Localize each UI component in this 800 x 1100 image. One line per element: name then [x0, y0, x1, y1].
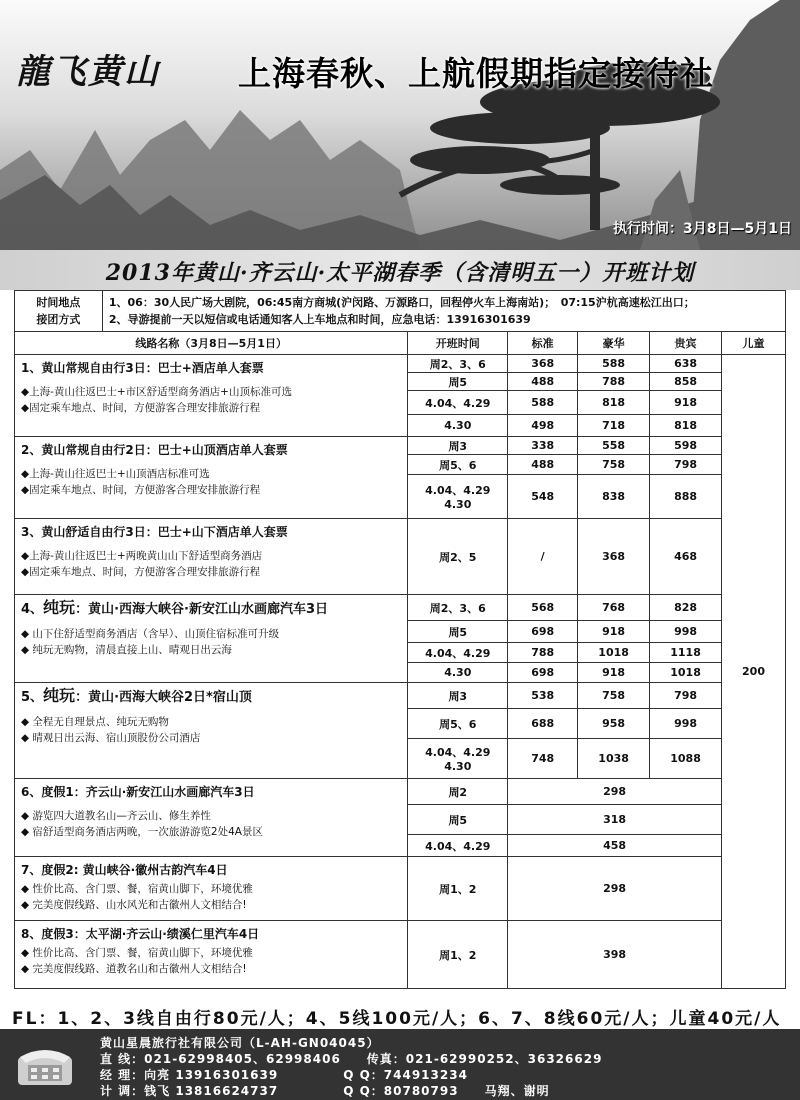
route-feature: ◆ 游览四大道教名山—齐云山、修生养性: [21, 810, 211, 822]
price-vip: 858: [650, 373, 722, 391]
price-vip: 1018: [650, 663, 722, 683]
table-row: [15, 437, 786, 455]
column-header-standard: 标准: [508, 332, 578, 355]
route-feature: ◆固定乘车地点、时间，方便游客合理安排旅游行程: [21, 566, 261, 578]
route-4-cell: [15, 595, 408, 683]
column-header-child: 儿童: [722, 332, 786, 355]
route-feature: ◆ 性价比高、含门票、餐，宿黄山脚下，环境优雅: [21, 947, 253, 959]
price-deluxe: 838: [578, 475, 650, 519]
route-title-prefix: 4、: [21, 602, 44, 617]
price-vip: 918: [650, 391, 722, 415]
schedule-date: 4.30: [408, 415, 508, 437]
contact-line-planner: 计 调：钱飞 13816624737 Q Q：80780793 马翔、谢明: [100, 1084, 550, 1098]
price-deluxe: 718: [578, 415, 650, 437]
route-title-rest: ：黄山·西海大峡谷2日*宿山顶: [75, 690, 252, 705]
fl-commission-note: FL：1、2、3线自由行80元/人；4、5线100元/人；6、7、8线60元/人；儿童40元/人: [12, 1009, 782, 1029]
telephone-icon: [14, 1041, 76, 1089]
price-deluxe: 1018: [578, 643, 650, 663]
price-vip: 1118: [650, 643, 722, 663]
info-content: [102, 291, 785, 332]
price-deluxe: 788: [578, 373, 650, 391]
schedule-date-line: 4.30: [444, 760, 472, 773]
route-feature: ◆固定乘车地点、时间，方便游客合理安排旅游行程: [21, 484, 261, 496]
price-deluxe: 918: [578, 621, 650, 643]
route-title: 8、度假3：太平湖·齐云山·绩溪仁里汽车4日: [21, 927, 260, 941]
schedule-date-line: 4.04、4.29: [425, 484, 491, 497]
route-feature: ◆ 纯玩无购物，清晨直接上山、晴观日出云海: [21, 644, 232, 656]
table-row: [15, 857, 786, 921]
table-row: [15, 355, 786, 373]
route-title: 1、黄山常规自由行3日：巴士+酒店单人套票: [21, 361, 264, 375]
route-feature: ◆ 完美度假线路、道教名山和古徽州人文相结合!: [21, 963, 247, 975]
schedule-date: 4.04、4.29: [408, 391, 508, 415]
route-title-emphasis: 纯玩: [43, 686, 76, 705]
schedule-date: 周5: [408, 373, 508, 391]
schedule-date: 4.04、4.29: [408, 835, 508, 857]
route-feature: ◆ 山下住舒适型商务酒店（含早）、山顶住宿标准可升级: [21, 628, 280, 640]
table-row: [15, 683, 786, 709]
schedule-date: [408, 739, 508, 779]
price-standard: 788: [508, 643, 578, 663]
price-deluxe: 768: [578, 595, 650, 621]
route-feature: ◆固定乘车地点、时间，方便游客合理安排旅游行程: [21, 402, 261, 414]
route-title-prefix: 5、: [21, 690, 44, 705]
schedule-date: 周2: [408, 779, 508, 805]
route-feature: ◆ 全程无自理景点、纯玩无购物: [21, 716, 169, 728]
price-deluxe: 588: [578, 355, 650, 373]
execution-time: 执行时间：3月8日—5月1日: [613, 221, 792, 237]
footer-contact: [0, 1029, 800, 1100]
table-row: [15, 921, 786, 989]
schedule-date: 周2、3、6: [408, 595, 508, 621]
price-standard: 488: [508, 373, 578, 391]
schedule-date: 周5: [408, 805, 508, 835]
price-vip: 598: [650, 437, 722, 455]
price-standard: 568: [508, 595, 578, 621]
header-banner: [0, 0, 800, 250]
column-header-vip: 贵宾: [650, 332, 722, 355]
schedule-date: 4.30: [408, 663, 508, 683]
price-standard: /: [508, 519, 578, 595]
company-logo: 龍飞黄山: [16, 52, 160, 92]
price-standard: 338: [508, 437, 578, 455]
info-label: [15, 291, 103, 332]
schedule-date-line: 4.04、4.29: [425, 746, 491, 759]
price-vip: 1088: [650, 739, 722, 779]
price-standard: 698: [508, 663, 578, 683]
route-6-cell: [15, 779, 408, 857]
schedule-date: 周5、6: [408, 709, 508, 739]
price-vip: 998: [650, 621, 722, 643]
price-deluxe: 918: [578, 663, 650, 683]
price-merged: 298: [508, 779, 722, 805]
route-feature: ◆ 完美度假线路、山水风光和古徽州人文相结合!: [21, 899, 247, 911]
price-deluxe: 1038: [578, 739, 650, 779]
info-line-1: 1、06：30人民广场大剧院，06:45南方商城(沪闵路、万源路口，回程停火车上海南站)； 07:15沪杭高速松江出口；: [108, 296, 695, 309]
price-deluxe: 758: [578, 455, 650, 475]
column-header-date: 开班时间: [408, 332, 508, 355]
price-standard: 698: [508, 621, 578, 643]
schedule-date: 周2、5: [408, 519, 508, 595]
route-feature: ◆上海-黄山往返巴士+市区舒适型商务酒店+山顶标准可选: [21, 386, 292, 398]
route-title: 6、度假1：齐云山·新安江山水画廊汽车3日: [21, 785, 255, 799]
price-deluxe: 368: [578, 519, 650, 595]
price-standard: 498: [508, 415, 578, 437]
route-title-rest: ：黄山·西海大峡谷·新安江山水画廊汽车3日: [75, 602, 328, 617]
route-1-cell: [15, 355, 408, 437]
price-deluxe: 958: [578, 709, 650, 739]
price-vip: 818: [650, 415, 722, 437]
company-name: 黄山星晨旅行社有限公司（L-AH-GN04045）: [100, 1036, 380, 1050]
route-feature: ◆ 性价比高、含门票、餐，宿黄山脚下，环境优雅: [21, 883, 253, 895]
schedule-date: 周3: [408, 683, 508, 709]
schedule-date: 周1、2: [408, 857, 508, 921]
schedule-date: 周2、3、6: [408, 355, 508, 373]
schedule-date: [408, 475, 508, 519]
route-title: [21, 688, 401, 706]
table-header: [15, 332, 786, 355]
route-3-cell: [15, 519, 408, 595]
page-title: 2013年黄山·齐云山·太平湖春季（含清明五一）开班计划: [105, 260, 695, 286]
headline: 上海春秋、上航假期指定接待社: [238, 54, 714, 93]
price-deluxe: 818: [578, 391, 650, 415]
route-5-cell: [15, 683, 408, 779]
schedule-date-line: 4.30: [444, 498, 472, 511]
price-merged: 398: [508, 921, 722, 989]
price-standard: 588: [508, 391, 578, 415]
route-feature: ◆ 宿舒适型商务酒店两晚，一次旅游游览2处4A景区: [21, 826, 263, 838]
route-title: 3、黄山舒适自由行3日：巴士+山下酒店单人套票: [21, 525, 288, 539]
schedule-date: 周5、6: [408, 455, 508, 475]
price-merged: 318: [508, 805, 722, 835]
price-deluxe: 558: [578, 437, 650, 455]
contact-line-manager: 经 理：向亮 13916301639 Q Q：744913234: [100, 1068, 468, 1082]
schedule-date: 4.04、4.29: [408, 643, 508, 663]
price-deluxe: 758: [578, 683, 650, 709]
price-merged: 298: [508, 857, 722, 921]
table-row: [15, 519, 786, 595]
price-standard: 538: [508, 683, 578, 709]
route-7-cell: [15, 857, 408, 921]
route-feature: ◆上海-黄山往返巴士+两晚黄山山下舒适型商务酒店: [21, 550, 263, 562]
price-vip: 998: [650, 709, 722, 739]
info-line-2: 2、导游提前一天以短信或电话通知客人上车地点和时间，应急电话：13916301639: [108, 313, 531, 326]
contact-line-phone: 直 线：021-62998405、62998406 传真：021-62990252、36326629: [100, 1052, 603, 1066]
price-vip: 468: [650, 519, 722, 595]
route-title: 7、度假2: 黄山峡谷·徽州古韵汽车4日: [21, 863, 228, 877]
route-title: [21, 600, 401, 618]
price-vip: 798: [650, 683, 722, 709]
info-row: [15, 291, 786, 332]
info-label-pickup: 接团方式: [36, 313, 81, 326]
price-standard: 488: [508, 455, 578, 475]
price-merged: 458: [508, 835, 722, 857]
price-vip: 888: [650, 475, 722, 519]
price-standard: 368: [508, 355, 578, 373]
info-label-time: 时间地点: [36, 296, 81, 309]
schedule-date: 周1、2: [408, 921, 508, 989]
route-8-cell: [15, 921, 408, 989]
price-standard: 548: [508, 475, 578, 519]
child-price: 200: [722, 355, 786, 989]
price-standard: 688: [508, 709, 578, 739]
column-header-deluxe: 豪华: [578, 332, 650, 355]
table-row: [15, 595, 786, 621]
route-feature: ◆上海-黄山往返巴士+山顶酒店标准可选: [21, 468, 210, 480]
column-header-route: 线路名称（3月8日—5月1日）: [15, 332, 408, 355]
schedule-date: 周3: [408, 437, 508, 455]
schedule-table: [14, 290, 786, 989]
route-title-emphasis: 纯玩: [43, 598, 76, 617]
route-feature: ◆ 晴观日出云海、宿山顶股份公司酒店: [21, 732, 201, 744]
route-2-cell: [15, 437, 408, 519]
price-standard: 748: [508, 739, 578, 779]
route-title: 2、黄山常规自由行2日：巴士+山顶酒店单人套票: [21, 443, 288, 457]
mountain-landscape-illustration: [0, 0, 800, 250]
price-vip: 828: [650, 595, 722, 621]
price-vip: 798: [650, 455, 722, 475]
table-row: [15, 779, 786, 805]
schedule-date: 周5: [408, 621, 508, 643]
price-vip: 638: [650, 355, 722, 373]
